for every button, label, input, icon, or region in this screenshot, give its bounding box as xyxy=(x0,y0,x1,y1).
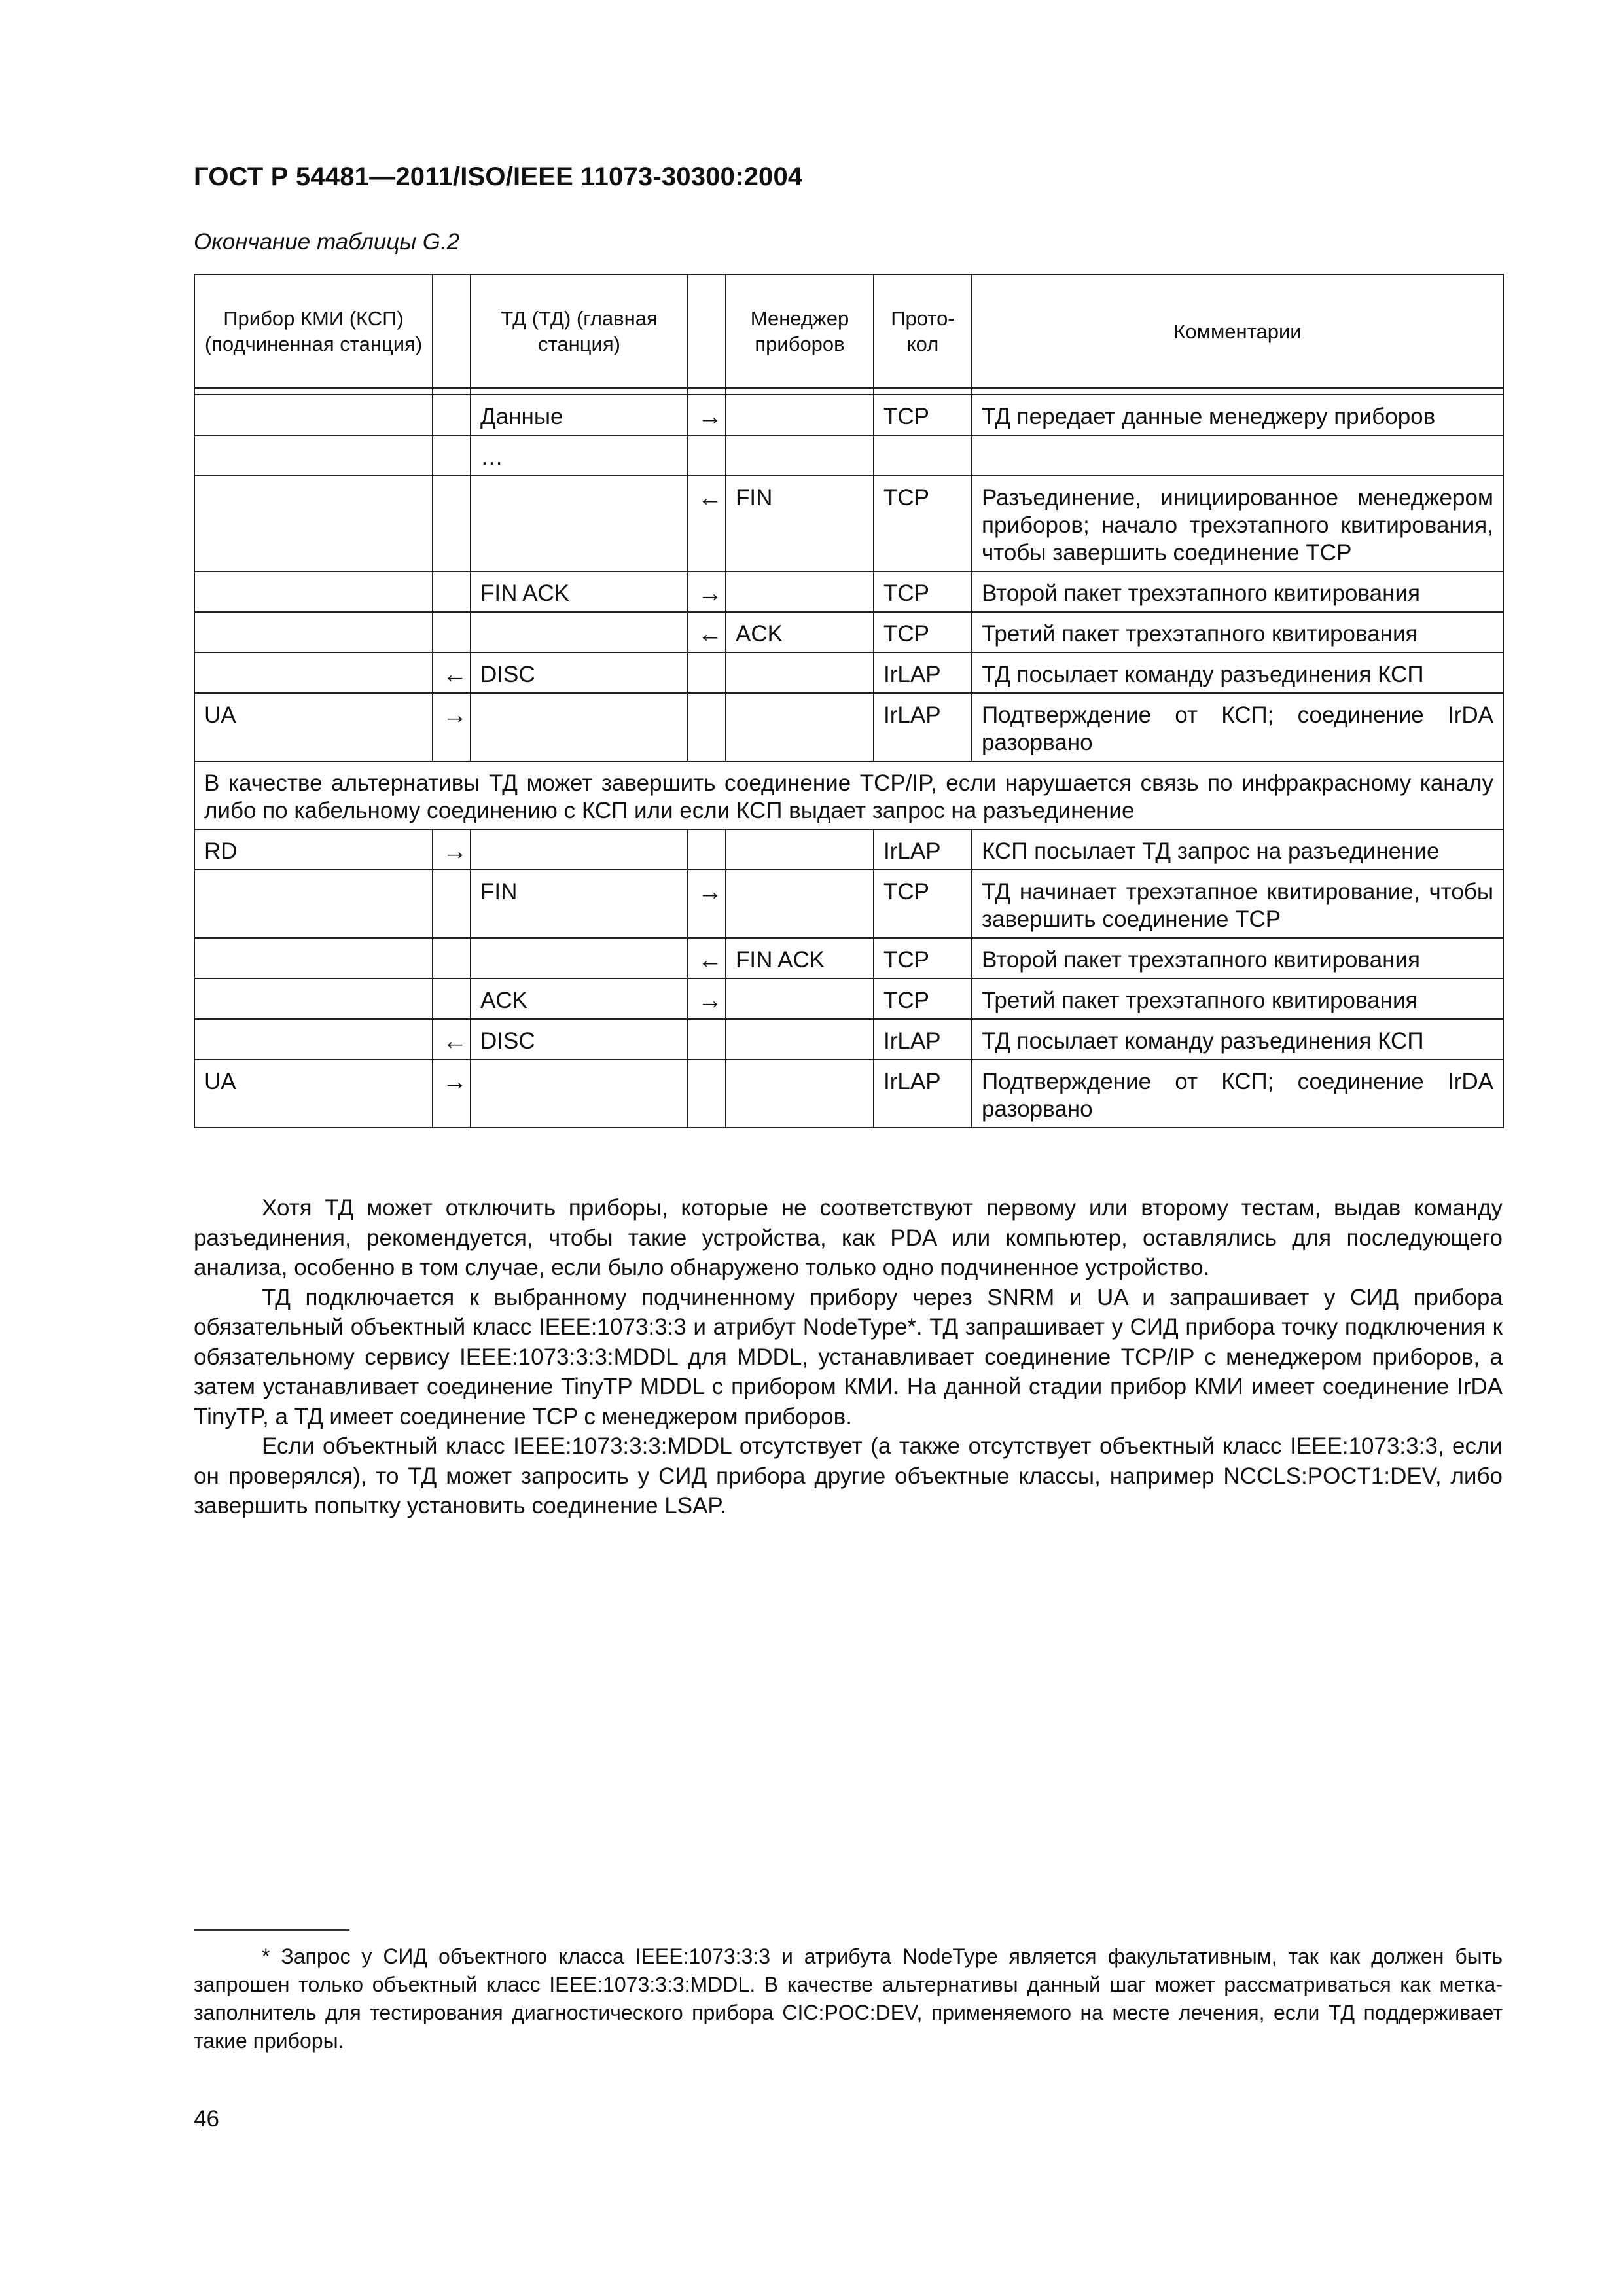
cell-device xyxy=(194,978,433,1019)
cell-protocol: TCP xyxy=(874,571,972,612)
cell-manager: FIN ACK xyxy=(726,938,874,978)
cell-comment: Подтверждение от КСП; соединение IrDA разорвано xyxy=(972,1060,1503,1128)
cell-td: DISC xyxy=(471,1019,688,1060)
footnote: * Запрос у СИД объектного класса IEEE:1073:3:3 и атрибута NodeType является факультативным, так как должен быть запрошен только объектный класс IEEE:1073:3:3:MDDL. В качестве альтернативы данный шаг может рассматриваться как метка-заполнитель для тестирования диагностического прибора CIC:POC:DEV, применяемого на месте лечения, если ТД поддерживает такие приборы. xyxy=(194,1945,1503,2053)
cell-arrow-left: → xyxy=(433,829,471,870)
cell-manager xyxy=(726,693,874,761)
cell-device xyxy=(194,476,433,571)
cell-td xyxy=(471,1060,688,1128)
cell-comment: ТД посылает команду разъединения КСП xyxy=(972,1019,1503,1060)
document-header: ГОСТ Р 54481—2011/ISO/IEEE 11073-30300:2004 xyxy=(194,162,803,191)
cell-arrow-right: → xyxy=(688,395,726,435)
footnote-separator xyxy=(194,1929,349,1931)
cell-comment: Подтверждение от КСП; соединение IrDA разорвано xyxy=(972,693,1503,761)
cell-arrow-left: ← xyxy=(433,653,471,693)
table-body-part-2 xyxy=(194,829,1503,1128)
cell-device xyxy=(194,435,433,476)
cell-manager xyxy=(726,870,874,938)
cell-device: RD xyxy=(194,829,433,870)
protocol-table xyxy=(194,274,1504,1128)
alternative-note-cell: В качестве альтернативы ТД может завершить соединение TCP/IP, если нарушается связь по инфракрасному каналу либо по кабельному соединению с КСП или если КСП выдает запрос на разъединение xyxy=(194,761,1503,829)
cell-protocol: TCP xyxy=(874,938,972,978)
cell-arrow-right xyxy=(688,829,726,870)
table-row xyxy=(194,612,1503,653)
cell-td: Данные xyxy=(471,395,688,435)
table-row xyxy=(194,693,1503,761)
cell-arrow-right xyxy=(688,1060,726,1128)
cell-comment xyxy=(972,435,1503,476)
cell-arrow-right: → xyxy=(688,870,726,938)
cell-comment: Третий пакет трехэтапного квитирования xyxy=(972,978,1503,1019)
cell-arrow-left xyxy=(433,938,471,978)
table-row xyxy=(194,435,1503,476)
table-caption: Окончание таблицы G.2 xyxy=(194,229,460,255)
cell-manager xyxy=(726,1060,874,1128)
cell-protocol: IrLAP xyxy=(874,693,972,761)
body-paragraph-1: Хотя ТД может отключить приборы, которые не соответствуют первому или второму тестам, выдав команду разъединения, рекомендуется, чтобы такие устройства, как PDA или компьютер, оставлялись для последующего анализа, особенно в том случае, если было обнаружено только одно подчиненное устройство. xyxy=(194,1195,1503,1280)
cell-protocol: IrLAP xyxy=(874,829,972,870)
table-row xyxy=(194,978,1503,1019)
cell-td: FIN ACK xyxy=(471,571,688,612)
cell-manager xyxy=(726,829,874,870)
cell-arrow-left: → xyxy=(433,1060,471,1128)
table-row xyxy=(194,571,1503,612)
table-row xyxy=(194,938,1503,978)
cell-td: … xyxy=(471,435,688,476)
cell-device xyxy=(194,395,433,435)
cell-arrow-left xyxy=(433,571,471,612)
cell-device xyxy=(194,571,433,612)
table-row xyxy=(194,395,1503,435)
header-spacer-row xyxy=(194,388,1503,395)
cell-arrow-left: ← xyxy=(433,1019,471,1060)
cell-comment: Второй пакет трехэтапного квитирования xyxy=(972,571,1503,612)
cell-protocol: TCP xyxy=(874,612,972,653)
cell-comment: Третий пакет трехэтапного квитирования xyxy=(972,612,1503,653)
cell-arrow-right: ← xyxy=(688,476,726,571)
cell-td xyxy=(471,476,688,571)
header-device: Прибор КМИ (КСП) (подчиненная станция) xyxy=(194,274,433,388)
table-header-row xyxy=(194,274,1503,388)
cell-comment: КСП посылает ТД запрос на разъединение xyxy=(972,829,1503,870)
cell-protocol: IrLAP xyxy=(874,653,972,693)
cell-manager xyxy=(726,653,874,693)
cell-protocol xyxy=(874,435,972,476)
cell-comment: Второй пакет трехэтапного квитирования xyxy=(972,938,1503,978)
header-protocol: Прото-кол xyxy=(874,274,972,388)
header-arrow-2 xyxy=(688,274,726,388)
cell-arrow-left xyxy=(433,612,471,653)
table-row xyxy=(194,1060,1503,1128)
table-row xyxy=(194,1019,1503,1060)
cell-arrow-left: → xyxy=(433,693,471,761)
header-manager: Менеджер приборов xyxy=(726,274,874,388)
cell-manager xyxy=(726,1019,874,1060)
table-body-separator xyxy=(194,761,1503,829)
header-arrow-1 xyxy=(433,274,471,388)
cell-comment: Разъединение, инициированное менеджером приборов; начало трехэтапного квитирования, чтобы завершить соединение TCP xyxy=(972,476,1503,571)
cell-arrow-left xyxy=(433,435,471,476)
cell-comment: ТД посылает команду разъединения КСП xyxy=(972,653,1503,693)
cell-arrow-left xyxy=(433,978,471,1019)
page-number: 46 xyxy=(194,2106,219,2132)
table-row xyxy=(194,829,1503,870)
cell-arrow-left xyxy=(433,395,471,435)
cell-device: UA xyxy=(194,693,433,761)
cell-device xyxy=(194,612,433,653)
cell-td xyxy=(471,612,688,653)
body-paragraph-3: Если объектный класс IEEE:1073:3:3:MDDL отсутствует (а также отсутствует объектный класс IEEE:1073:3:3, если он проверялся), то ТД может запросить у СИД прибора другие объектные классы, например NCCLS:POCT1:DEV, либо завершить попытку установить соединение LSAP. xyxy=(194,1433,1503,1518)
body-text xyxy=(194,1193,1503,1521)
header-td: ТД (ТД) (главная станция) xyxy=(471,274,688,388)
cell-comment: ТД начинает трехэтапное квитирование, чтобы завершить соединение TCP xyxy=(972,870,1503,938)
table-row xyxy=(194,653,1503,693)
cell-protocol: TCP xyxy=(874,395,972,435)
cell-protocol: TCP xyxy=(874,870,972,938)
cell-td: ACK xyxy=(471,978,688,1019)
cell-arrow-right: → xyxy=(688,978,726,1019)
cell-td: FIN xyxy=(471,870,688,938)
table-row-full-width xyxy=(194,761,1503,829)
cell-arrow-right xyxy=(688,653,726,693)
cell-arrow-left xyxy=(433,870,471,938)
cell-device xyxy=(194,653,433,693)
cell-manager: ACK xyxy=(726,612,874,653)
table-row xyxy=(194,870,1503,938)
table-row xyxy=(194,476,1503,571)
cell-td xyxy=(471,938,688,978)
cell-device: UA xyxy=(194,1060,433,1128)
cell-manager xyxy=(726,435,874,476)
cell-arrow-left xyxy=(433,476,471,571)
cell-protocol: TCP xyxy=(874,476,972,571)
cell-arrow-right xyxy=(688,693,726,761)
cell-td xyxy=(471,693,688,761)
cell-arrow-right xyxy=(688,435,726,476)
cell-manager xyxy=(726,978,874,1019)
cell-arrow-right xyxy=(688,1019,726,1060)
body-paragraph-2: ТД подключается к выбранному подчиненному прибору через SNRM и UA и запрашивает у СИД прибора обязательный объектный класс IEEE:1073:3:3 и атрибут NodeType*. ТД запрашивает у СИД прибора точку подключения к обязательному сервису IEEE:1073:3:3:MDDL для MDDL, устанавливает соединение TCP/IP с менеджером приборов, а затем устанавливает соединение TinyTP MDDL с прибором КМИ. На данной стадии прибор КМИ имеет соединение IrDA TinyTP, а ТД имеет соединение TCP с менеджером приборов. xyxy=(194,1284,1503,1429)
cell-device xyxy=(194,870,433,938)
cell-td: DISC xyxy=(471,653,688,693)
cell-protocol: TCP xyxy=(874,978,972,1019)
cell-arrow-right: ← xyxy=(688,612,726,653)
cell-protocol: IrLAP xyxy=(874,1019,972,1060)
cell-td xyxy=(471,829,688,870)
table-body-part-1 xyxy=(194,395,1503,761)
cell-arrow-right: ← xyxy=(688,938,726,978)
cell-device xyxy=(194,938,433,978)
cell-arrow-right: → xyxy=(688,571,726,612)
cell-comment: ТД передает данные менеджеру приборов xyxy=(972,395,1503,435)
cell-manager xyxy=(726,395,874,435)
cell-protocol: IrLAP xyxy=(874,1060,972,1128)
cell-device xyxy=(194,1019,433,1060)
cell-manager xyxy=(726,571,874,612)
header-comments: Комментарии xyxy=(972,274,1503,388)
cell-manager: FIN xyxy=(726,476,874,571)
